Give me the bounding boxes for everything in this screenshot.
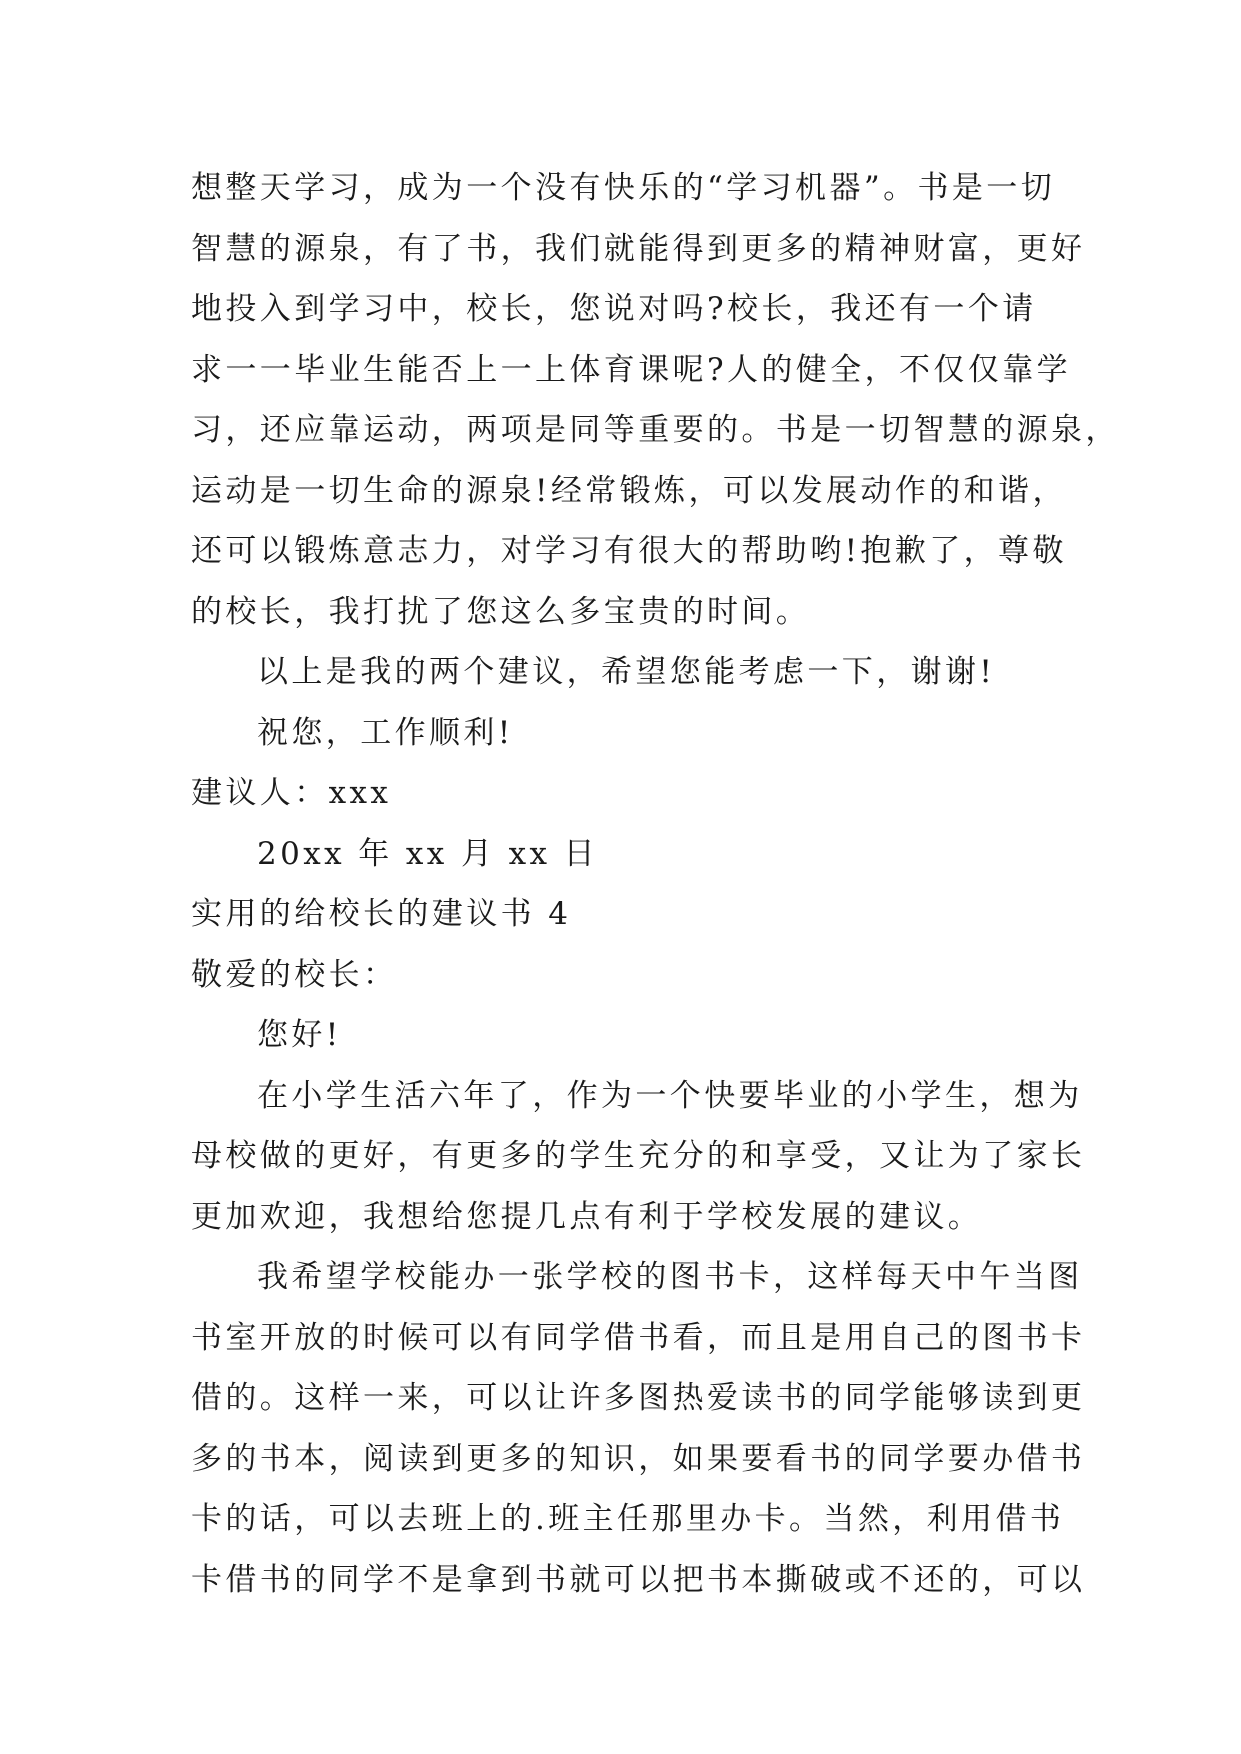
text-line: 卡借书的同学不是拿到书就可以把书本撕破或不还的，可以 (191, 1561, 1086, 1598)
text-line: 在小学生活六年了，作为一个快要毕业的小学生，想为 (257, 1077, 1083, 1114)
text-line: 20xx 年 xx 月 xx 日 (257, 835, 599, 872)
text-line: 更加欢迎，我想给您提几点有利于学校发展的建议。 (191, 1198, 983, 1235)
text-line: 我希望学校能办一张学校的图书卡，这样每天中午当图 (257, 1259, 1083, 1295)
text-line: 想整天学习，成为一个没有快乐的“学习机器”。书是一切 (191, 170, 1056, 206)
text-line: 借的。这样一来，可以让许多图热爱读书的同学能够读到更 (191, 1380, 1086, 1416)
text-line: 实用的给校长的建议书 4 (191, 896, 572, 932)
text-line: 您好! (257, 1017, 342, 1053)
document-body (191, 158, 1120, 1610)
text-line: 以上是我的两个建议，希望您能考虑一下，谢谢! (257, 654, 996, 690)
text-line: 习，还应靠运动，两项是同等重要的。书是一切智慧的源泉， (191, 412, 1120, 448)
text-line: 祝您，工作顺利! (257, 714, 514, 751)
text-line: 敬爱的校长： (191, 956, 398, 993)
text-line: 运动是一切生命的源泉!经常锻炼，可以发展动作的和谐， (191, 472, 1067, 509)
text-line: 地投入到学习中，校长，您说对吗?校长，我还有一个请 (191, 291, 1037, 327)
text-line: 的校长，我打扰了您这么多宝贵的时间。 (191, 593, 811, 630)
text-line: 母校做的更好，有更多的学生充分的和享受，又让为了家长 (191, 1138, 1086, 1174)
text-line: 智慧的源泉，有了书，我们就能得到更多的精神财富，更好 (191, 230, 1086, 267)
text-line: 书室开放的时候可以有同学借书看，而且是用自己的图书卡 (191, 1319, 1086, 1356)
text-line: 建议人：xxx (191, 775, 392, 811)
text-line: 还可以锻炼意志力，对学习有很大的帮助哟!抱歉了，尊敬 (191, 533, 1067, 569)
text-line: 卡的话，可以去班上的.班主任那里办卡。当然，利用借书 (191, 1501, 1065, 1537)
text-line: 求一一毕业生能否上一上体育课呢?人的健全，不仅仅靠学 (191, 351, 1072, 388)
text-line: 多的书本，阅读到更多的知识，如果要看书的同学要办借书 (191, 1440, 1086, 1477)
